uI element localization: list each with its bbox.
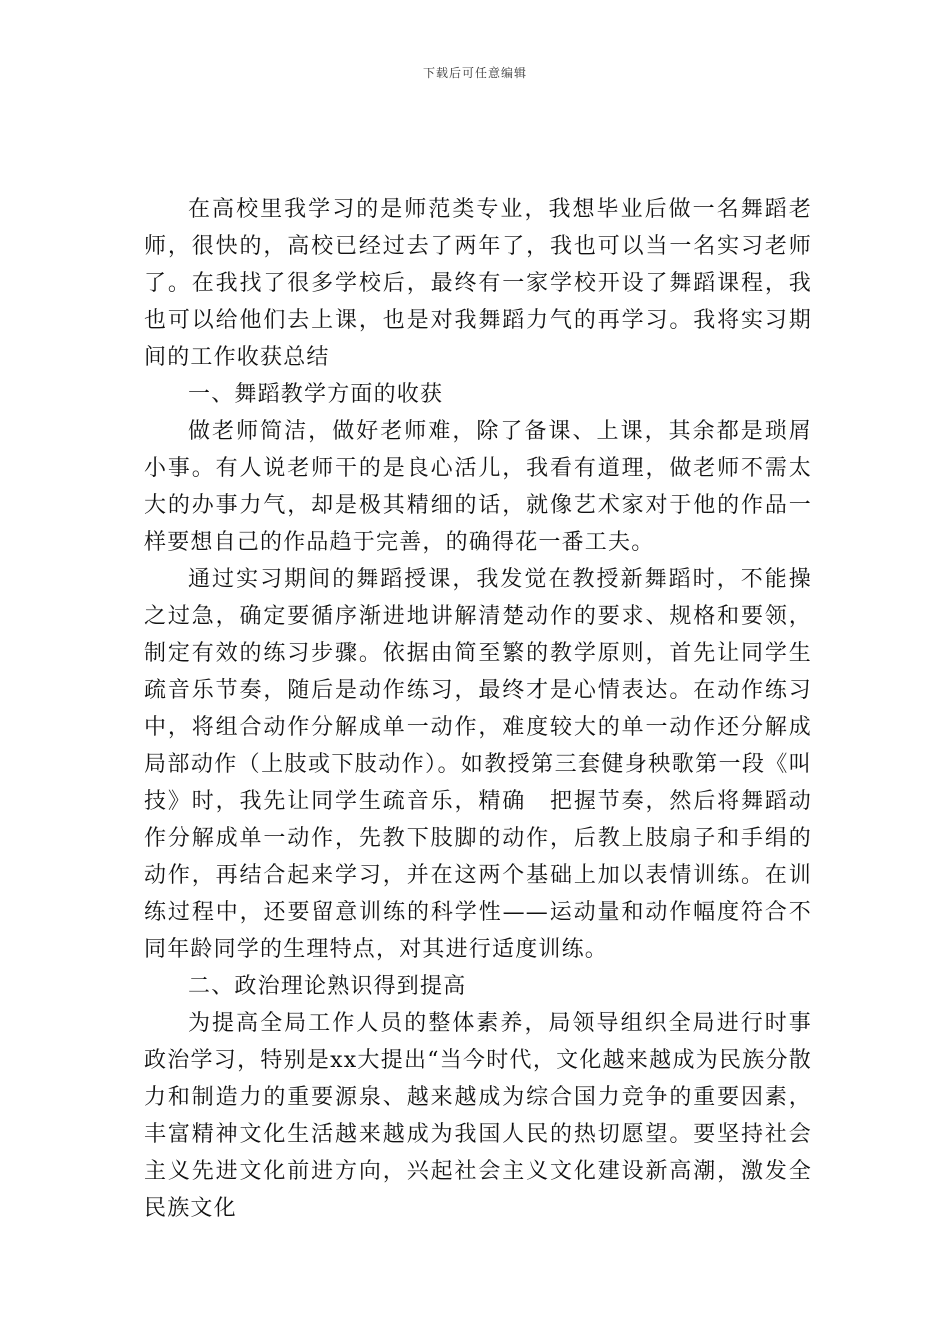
paragraph-political-study: 为提高全局工作人员的整体素养，局领导组织全局进行时事政治学习，特别是xx大提出“当今时代，文化越来越成为民族分散力和制造力的重要源泉、越来越成为综合国力竞争的重要因素，丰富精神文化生活越来越成为我国人民的热切愿望。要坚持社会主义先进文化前进方向，兴起社会主义文化建设新高潮，激发全民族文化 [144, 1011, 812, 1221]
paragraph-teaching-method: 通过实习期间的舞蹈授课，我发觉在教授新舞蹈时，不能操之过急，确定要循序渐进地讲解清楚动作的要求、规格和要领，制定有效的练习步骤。依据由简至繁的教学原则，首先让同学生疏音乐节奏，随后是动作练习，最终才是心情表达。在动作练习中，将组合动作分解成单一动作，难度较大的单一动作还分解成局部动作（上肢或下肢动作）。如教授第三套健身秧歌第一段《叫技》时，我先让同学生疏音乐，精确 把握节奏，然后将舞蹈动作分解成单一动作，先教下肢脚的动作，后教上肢扇子和手绢的动作，再结合起来学习，并在这两个基础上加以表情训练。在训练过程中，还要留意训练的科学性——运动量和动作幅度符合不同年龄同学的生理特点，对其进行适度训练。 [144, 567, 812, 962]
header-note: 下载后可任意编辑 [422, 66, 527, 80]
intro-paragraph: 在高校里我学习的是师范类专业，我想毕业后做一名舞蹈老师，很快的，高校已经过去了两年了，我也可以当一名实习老师了。在我找了很多学校后，最终有一家学校开设了舞蹈课程，我也可以给他们去上课，也是对我舞蹈力气的再学习。我将实习期间的工作收获总结 [144, 197, 812, 370]
paragraph-teacher-work: 做老师简洁，做好老师难，除了备课、上课，其余都是琐屑小事。有人说老师干的是良心活儿，我看有道理，做老师不需太大的办事力气，却是极其精细的话，就像艺术家对于他的作品一样要想自己的作品趋于完善，的确得花一番工夫。 [144, 419, 812, 555]
document-body [144, 191, 812, 1227]
section-heading-political-theory: 二、政治理论熟识得到提高 [188, 974, 467, 999]
section-heading-dance-teaching: 一、舞蹈教学方面的收获 [188, 382, 444, 407]
